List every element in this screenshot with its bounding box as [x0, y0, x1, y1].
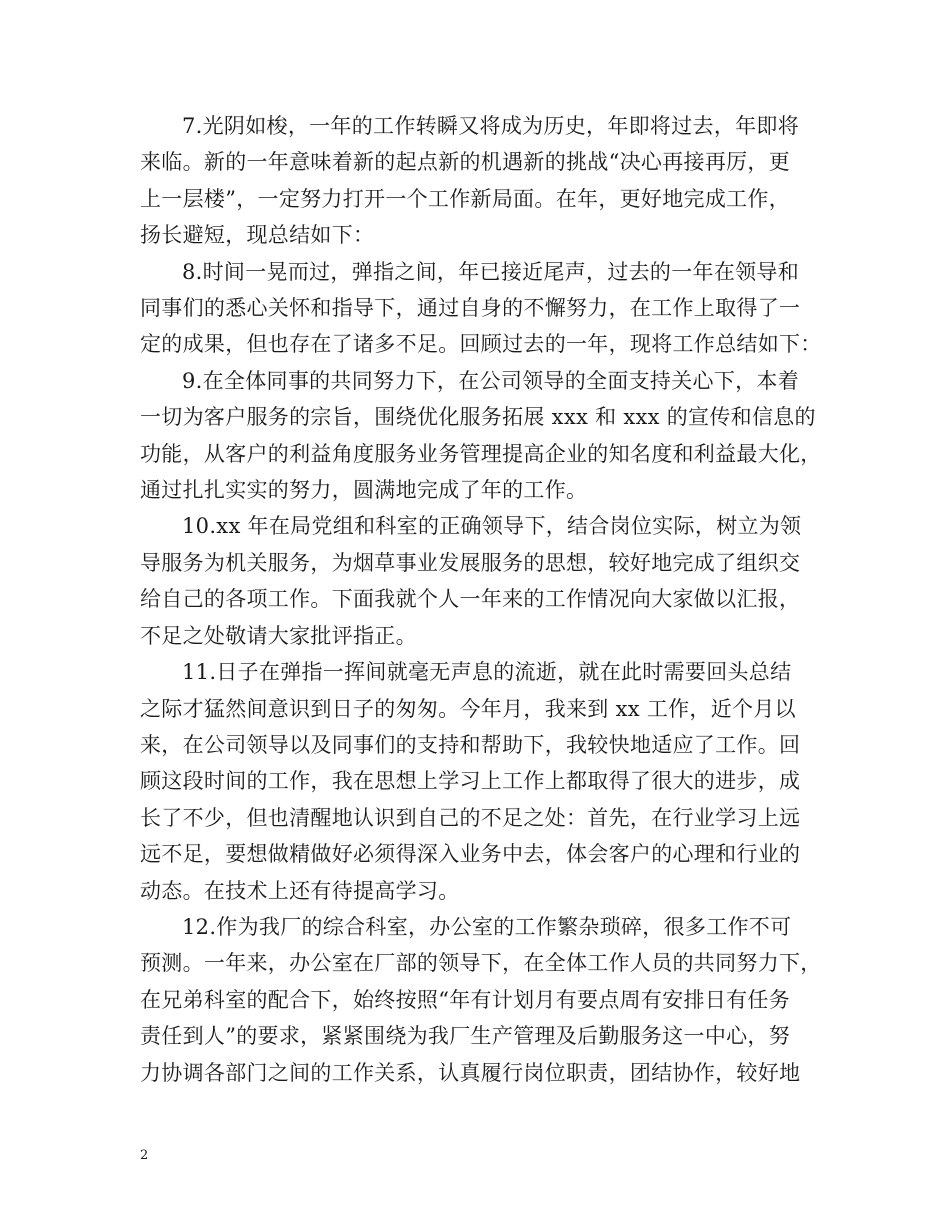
text-line: 9.在全体同事的共同努力下，在公司领导的全面支持关心下，本着 — [182, 368, 800, 393]
paragraph-12 — [140, 909, 835, 1091]
text-line: 之际才猛然间意识到日子的匆匆。今年月，我来到 xx 工作，近个月以 — [140, 696, 796, 721]
text-line: 给自己的各项工作。下面我就个人一年来的工作情况向大家做以汇报， — [140, 587, 801, 612]
text-line: 力协调各部门之间的工作关系，认真履行岗位职责，团结协作，较好地 — [140, 1060, 801, 1085]
paragraph-7 — [140, 108, 835, 254]
paragraph-9 — [140, 363, 835, 509]
text-line: 来，在公司领导以及同事们的支持和帮助下，我较快地适应了工作。回 — [140, 732, 801, 757]
text-line: 定的成果，但也存在了诸多不足。回顾过去的一年，现将工作总结如下： — [140, 332, 822, 357]
text-line: 11.日子在弹指一挥间就毫无声息的流逝，就在此时需要回头总结 — [182, 660, 792, 685]
text-line: 上一层楼”，一定努力打开一个工作新局面。在年，更好地完成工作， — [140, 186, 791, 211]
text-line: 10.xx 年在局党组和科室的正确领导下，结合岗位实际，树立为领 — [182, 514, 802, 539]
paragraph-10 — [140, 508, 835, 654]
text-line: 在兄弟科室的配合下，始终按照“年有计划月有要点周有安排日有任务 — [140, 987, 791, 1012]
document-body — [140, 108, 835, 1091]
text-line: 顾这段时间的工作，我在思想上学习上工作上都取得了很大的进步，成 — [140, 769, 801, 794]
text-line: 来临。新的一年意味着新的起点新的机遇新的挑战“决心再接再厉，更 — [140, 150, 791, 175]
text-line: 同事们的悉心关怀和指导下，通过自身的不懈努力，在工作上取得了一 — [140, 296, 801, 321]
text-line: 不足之处敬请大家批评指正。 — [140, 623, 417, 648]
text-line: 8.时间一晃而过，弹指之间，年已接近尾声，过去的一年在领导和 — [182, 259, 800, 284]
text-line: 7.光阴如梭，一年的工作转瞬又将成为历史，年即将过去，年即将 — [182, 114, 800, 138]
paragraph-8 — [140, 254, 835, 363]
page-number: 2 — [140, 1148, 149, 1163]
text-line: 动态。在技术上还有待提高学习。 — [140, 878, 460, 903]
text-line: 扬长避短，现总结如下： — [140, 223, 375, 248]
text-line: 功能，从客户的利益角度服务业务管理提高企业的知名度和利益最大化， — [140, 441, 822, 466]
paragraph-11 — [140, 654, 835, 909]
text-line: 通过扎扎实实的努力，圆满地完成了年的工作。 — [140, 478, 588, 503]
text-line: 远不足，要想做精做好必须得深入业务中去，体会客户的心理和行业的 — [140, 842, 801, 867]
text-line: 长了不少，但也清醒地认识到自己的不足之处：首先，在行业学习上远 — [140, 805, 801, 830]
text-line: 预测。一年来，办公室在厂部的领导下，在全体工作人员的共同努力下， — [140, 951, 822, 976]
text-line: 一切为客户服务的宗旨，围绕优化服务拓展 xxx 和 xxx 的宣传和信息的 — [140, 405, 816, 430]
text-line: 12.作为我厂的综合科室，办公室的工作繁杂琐碎，很多工作不可 — [182, 914, 792, 939]
text-line: 责任到人”的要求，紧紧围绕为我厂生产管理及后勤服务这一中心，努 — [140, 1024, 791, 1049]
text-line: 导服务为机关服务，为烟草事业发展服务的思想，较好地完成了组织交 — [140, 550, 801, 575]
